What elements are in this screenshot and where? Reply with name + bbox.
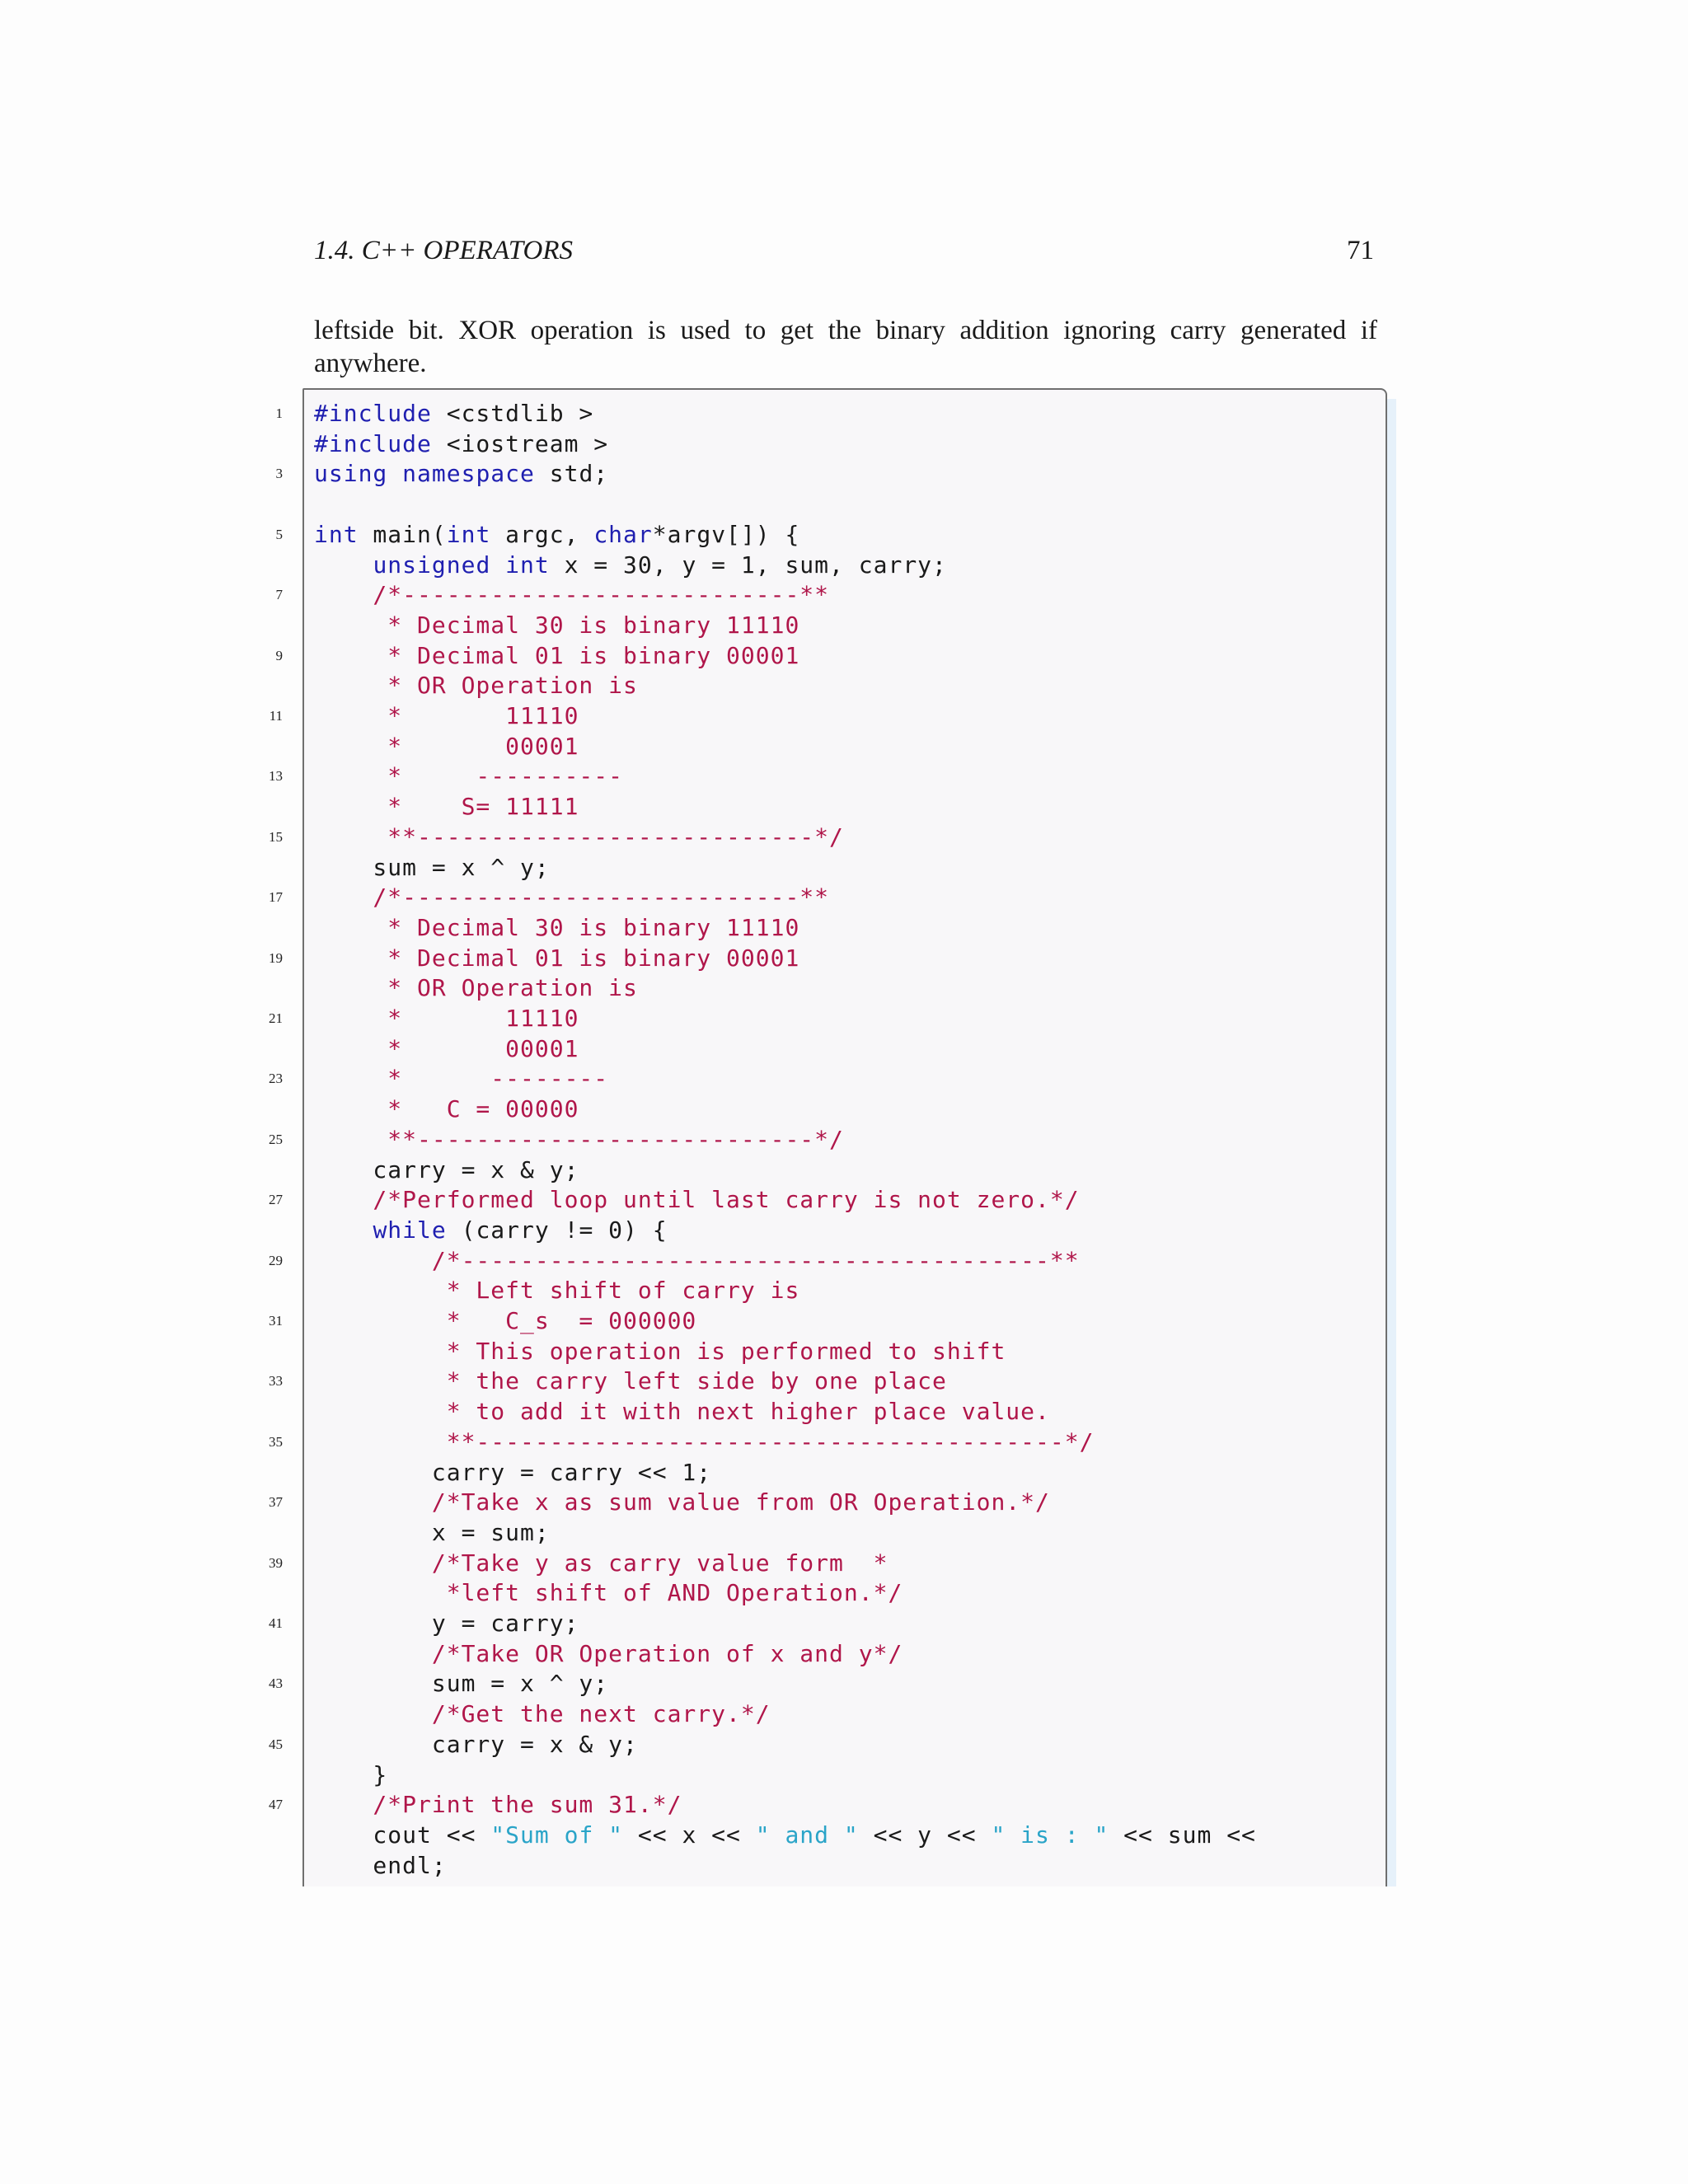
code-text: (carry != 0) { <box>446 1216 668 1244</box>
code-line <box>314 1458 711 1488</box>
code-text: << x << <box>623 1821 756 1849</box>
code-string: " is : " <box>991 1821 1109 1849</box>
code-comment: * OR Operation is <box>314 672 638 700</box>
code-comment: * Decimal 01 is binary 00001 <box>314 944 800 972</box>
code-text <box>387 460 402 487</box>
code-text: *argv[]) { <box>652 520 800 548</box>
line-number: 9 <box>275 647 283 663</box>
line-number: 29 <box>269 1252 283 1268</box>
code-line <box>314 913 799 943</box>
code-line <box>269 1730 638 1760</box>
code-text: y = carry; <box>314 1610 579 1637</box>
code-line <box>269 1125 844 1155</box>
line-number: 39 <box>269 1554 283 1571</box>
body-paragraph: leftside bit. XOR operation is used to get the binary addition ignoring carry generated if anywhere. <box>314 316 1377 378</box>
code-line <box>314 1851 447 1881</box>
code-comment: * This operation is performed to shift <box>314 1337 1006 1365</box>
code-line <box>314 1337 1006 1366</box>
code-line <box>269 762 624 791</box>
code-comment: /*Take OR Operation of x and y*/ <box>314 1639 903 1667</box>
code-comment: /*----------------------------------------** <box>314 1246 1080 1274</box>
line-number: 41 <box>269 1615 283 1631</box>
code-comment: /*Print the sum 31.*/ <box>314 1791 682 1819</box>
code-keyword: char <box>593 520 653 548</box>
code-comment: * S= 11111 <box>314 793 579 821</box>
line-number: 11 <box>269 708 283 724</box>
code-line <box>275 641 800 671</box>
line-number: 27 <box>269 1192 283 1208</box>
line-number: 35 <box>269 1433 283 1450</box>
code-text: argc, <box>490 520 594 548</box>
code-line <box>269 1185 1080 1215</box>
line-number: 47 <box>269 1797 283 1813</box>
code-comment: * C = 00000 <box>314 1095 579 1123</box>
code-comment: * 11110 <box>314 702 579 729</box>
code-line <box>314 1699 771 1729</box>
line-number: 23 <box>269 1071 283 1087</box>
code-line <box>269 1306 697 1336</box>
code-keyword: namespace <box>402 460 535 488</box>
code-line <box>314 1094 579 1124</box>
code-line <box>314 611 799 640</box>
code-text <box>490 551 505 579</box>
code-line <box>314 792 579 822</box>
code-comment: * the carry left side by one place <box>314 1367 947 1395</box>
code-keyword: #include <box>314 429 432 457</box>
code-line <box>314 973 638 1003</box>
code-comment: * C_s = 000000 <box>314 1307 697 1334</box>
line-number: 33 <box>269 1373 283 1390</box>
code-line <box>275 580 830 610</box>
code-comment: **---------------------------*/ <box>314 1125 844 1153</box>
code-line <box>314 551 947 580</box>
code-comment: **----------------------------------------*/ <box>314 1427 1095 1455</box>
code-comment: /*Performed loop until last carry is not zero.*/ <box>314 1186 1080 1214</box>
line-number: 45 <box>269 1736 283 1752</box>
code-listing-shadow <box>1387 399 1396 1886</box>
code-keyword: #include <box>314 400 432 427</box>
code-text: carry = x & y; <box>314 1730 638 1758</box>
line-number: 1 <box>275 405 283 421</box>
line-number: 17 <box>269 889 283 906</box>
code-line <box>269 1004 579 1033</box>
code-text: << sum << <box>1109 1821 1256 1849</box>
code-text <box>314 551 373 579</box>
code-text: <iostream > <box>431 429 609 457</box>
code-text: carry = carry << 1; <box>314 1458 712 1486</box>
code-line <box>314 1578 903 1608</box>
code-comment: /*Take x as sum value from OR Operation.*/ <box>314 1488 1050 1516</box>
code-comment: * OR Operation is <box>314 974 638 1002</box>
code-keyword: using <box>314 460 388 488</box>
line-number: 21 <box>269 1010 283 1026</box>
code-line <box>269 1488 1050 1517</box>
code-line <box>269 701 579 731</box>
code-comment: /*---------------------------** <box>314 883 830 912</box>
line-number: 13 <box>269 768 283 785</box>
code-line <box>314 1155 579 1185</box>
code-line <box>269 944 800 973</box>
code-comment: * 00001 <box>314 732 579 760</box>
code-line <box>314 853 550 883</box>
line-number: 3 <box>275 466 283 482</box>
code-text <box>314 1216 373 1244</box>
code-keyword: unsigned <box>373 551 491 579</box>
code-text: sum = x ^ y; <box>314 1670 609 1698</box>
code-line <box>269 1790 682 1820</box>
line-number: 7 <box>275 587 283 603</box>
line-number: 31 <box>269 1313 283 1329</box>
line-number: 19 <box>269 949 283 966</box>
code-comment: /*Take y as carry value form * <box>314 1549 889 1577</box>
code-line <box>314 1518 550 1548</box>
code-line <box>275 399 594 429</box>
code-comment: * Decimal 30 is binary 11110 <box>314 611 800 639</box>
code-line <box>269 1549 889 1578</box>
code-line <box>314 732 579 762</box>
code-line <box>269 883 830 912</box>
code-text: carry = x & y; <box>314 1155 579 1183</box>
line-number: 25 <box>269 1131 283 1147</box>
line-number: 15 <box>269 828 283 845</box>
code-text: main( <box>358 520 447 548</box>
code-comment: * 00001 <box>314 1034 579 1062</box>
code-line <box>275 520 800 550</box>
code-line <box>314 671 638 701</box>
code-line <box>269 1064 609 1094</box>
code-comment: * Decimal 01 is binary 00001 <box>314 641 800 669</box>
code-comment: * Decimal 30 is binary 11110 <box>314 913 800 941</box>
code-keyword: while <box>373 1216 447 1244</box>
code-line <box>269 1246 1080 1276</box>
code-line <box>269 1609 579 1638</box>
code-comment: * ---------- <box>314 762 624 790</box>
code-text: x = 30, y = 1, sum, carry; <box>549 551 947 579</box>
code-comment: * -------- <box>314 1065 609 1093</box>
code-text: std; <box>534 460 609 488</box>
code-string: "Sum of " <box>490 1821 624 1849</box>
code-comment: /*Get the next carry.*/ <box>314 1700 771 1728</box>
code-keyword: int <box>446 520 491 548</box>
code-text: <cstdlib > <box>431 400 594 427</box>
code-comment: **---------------------------*/ <box>314 823 844 851</box>
code-text: } <box>314 1760 388 1788</box>
line-number: 43 <box>269 1675 283 1692</box>
code-text: sum = x ^ y; <box>314 853 550 881</box>
code-line <box>314 1276 799 1305</box>
code-text: << y << <box>858 1821 992 1849</box>
code-line <box>269 823 844 852</box>
line-number: 37 <box>269 1494 283 1511</box>
code-line <box>275 459 609 489</box>
page-number: 71 <box>1347 236 1374 265</box>
line-number: 5 <box>275 526 283 542</box>
code-string: " and " <box>755 1821 859 1849</box>
code-line <box>269 1427 1095 1457</box>
code-line <box>314 1639 903 1669</box>
code-text: endl; <box>314 1851 447 1879</box>
code-keyword: int <box>314 520 359 548</box>
code-line <box>314 1821 1256 1850</box>
code-keyword: int <box>505 551 550 579</box>
code-text: cout << <box>314 1821 491 1849</box>
code-line <box>314 1216 668 1245</box>
code-comment: * 11110 <box>314 1005 579 1032</box>
code-line <box>269 1669 609 1699</box>
code-comment: * to add it with next higher place value. <box>314 1398 1050 1426</box>
code-comment: * Left shift of carry is <box>314 1277 800 1305</box>
running-header-section: 1.4. C++ OPERATORS <box>314 236 574 265</box>
code-line <box>314 1397 1050 1427</box>
code-comment: *left shift of AND Operation.*/ <box>314 1579 903 1607</box>
code-text: x = sum; <box>314 1518 550 1546</box>
code-line <box>314 1760 387 1790</box>
code-line <box>314 429 608 459</box>
code-line <box>314 1034 579 1064</box>
code-line <box>269 1366 947 1396</box>
code-comment: /*---------------------------** <box>314 581 830 609</box>
